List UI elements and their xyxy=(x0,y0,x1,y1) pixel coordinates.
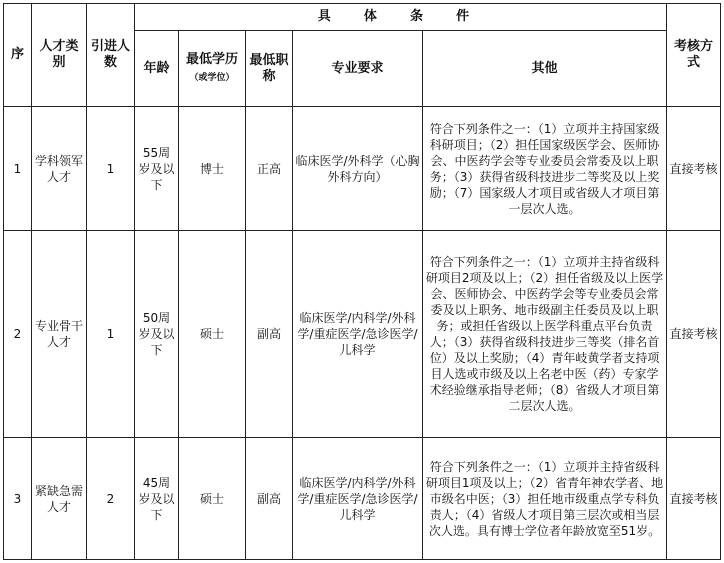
row-method: 直接考核 xyxy=(667,107,721,231)
row-method: 直接考核 xyxy=(667,438,721,560)
header-edu-label: 最低学历 xyxy=(185,51,238,67)
row-method: 直接考核 xyxy=(667,231,721,438)
row-other: 符合下列条件之一：（1）立项并主持省级科研项目2项及以上；（2）担任省级及以上医学会、医师协会、中医药学会等专业委员会常委及以上职务、地市级副主任委员及以上职务；或担任省级以上医学科重点平台负责人；（3）获得省级科技进步三等奖（排名首位）及以上奖励；（4）青年岐黄学者支持项目人选或市级及以上名老中医（药）专家学术经验继承指导老师；（8）省级人才项目第二层次人选。 xyxy=(423,231,667,438)
recruitment-table xyxy=(3,3,721,560)
header-method: 考核方式 xyxy=(667,4,721,107)
row-category: 紧缺急需人才 xyxy=(32,438,87,560)
table-row xyxy=(4,438,721,560)
row-category: 专业骨干人才 xyxy=(32,231,87,438)
row-title: 副高 xyxy=(246,438,293,560)
row-title: 副高 xyxy=(246,231,293,438)
header-title: 最低职称 xyxy=(246,31,293,107)
row-category: 学科领军人才 xyxy=(32,107,87,231)
row-count: 1 xyxy=(87,231,135,438)
row-edu: 硕士 xyxy=(179,438,246,560)
row-seq: 3 xyxy=(4,438,32,560)
row-age: 55周岁及以下 xyxy=(135,107,179,231)
row-other: 符合下列条件之一：（1）立项并主持省级科研项目1项及以上；（2）省青年神农学者、地市级名中医；（3）担任地市级重点学专科负责人；（4）省级人才项目第三层次或相当层次人选。具有博士学位者年龄放宽至51岁。 xyxy=(423,438,667,560)
row-other: 符合下列条件之一：（1）立项并主持国家级科研项目；（2）担任国家级医学会、医师协会、中医药学会等专业委员会常委及以上职务；（3）获得省级科技进步二等奖及以上奖励；（7）国家级人才项目或省级人才项目第一层次人选。 xyxy=(423,107,667,231)
row-seq: 2 xyxy=(4,231,32,438)
header-seq: 序 xyxy=(4,4,32,107)
table-row xyxy=(4,107,721,231)
header-age: 年龄 xyxy=(135,31,179,107)
header-category: 人才类别 xyxy=(32,4,87,107)
row-age: 50周岁及以下 xyxy=(135,231,179,438)
row-major: 临床医学/内科学/外科学/重症医学/急诊医学/儿科学 xyxy=(293,231,423,438)
header-edu xyxy=(179,31,246,107)
row-edu: 博士 xyxy=(179,107,246,231)
header-conditions: 具 体 条 件 xyxy=(135,4,667,31)
row-title: 正高 xyxy=(246,107,293,231)
header-count: 引进人数 xyxy=(87,4,135,107)
row-seq: 1 xyxy=(4,107,32,231)
row-count: 2 xyxy=(87,438,135,560)
row-major: 临床医学/内科学/外科学/重症医学/急诊医学/儿科学 xyxy=(293,438,423,560)
header-edu-note: （或学位） xyxy=(189,72,235,83)
row-count: 1 xyxy=(87,107,135,231)
header-other: 其他 xyxy=(423,31,667,107)
row-age: 45周岁及以下 xyxy=(135,438,179,560)
table-row xyxy=(4,231,721,438)
header-major: 专业要求 xyxy=(293,31,423,107)
row-edu: 硕士 xyxy=(179,231,246,438)
row-major: 临床医学/外科学（心胸外科方向） xyxy=(293,107,423,231)
